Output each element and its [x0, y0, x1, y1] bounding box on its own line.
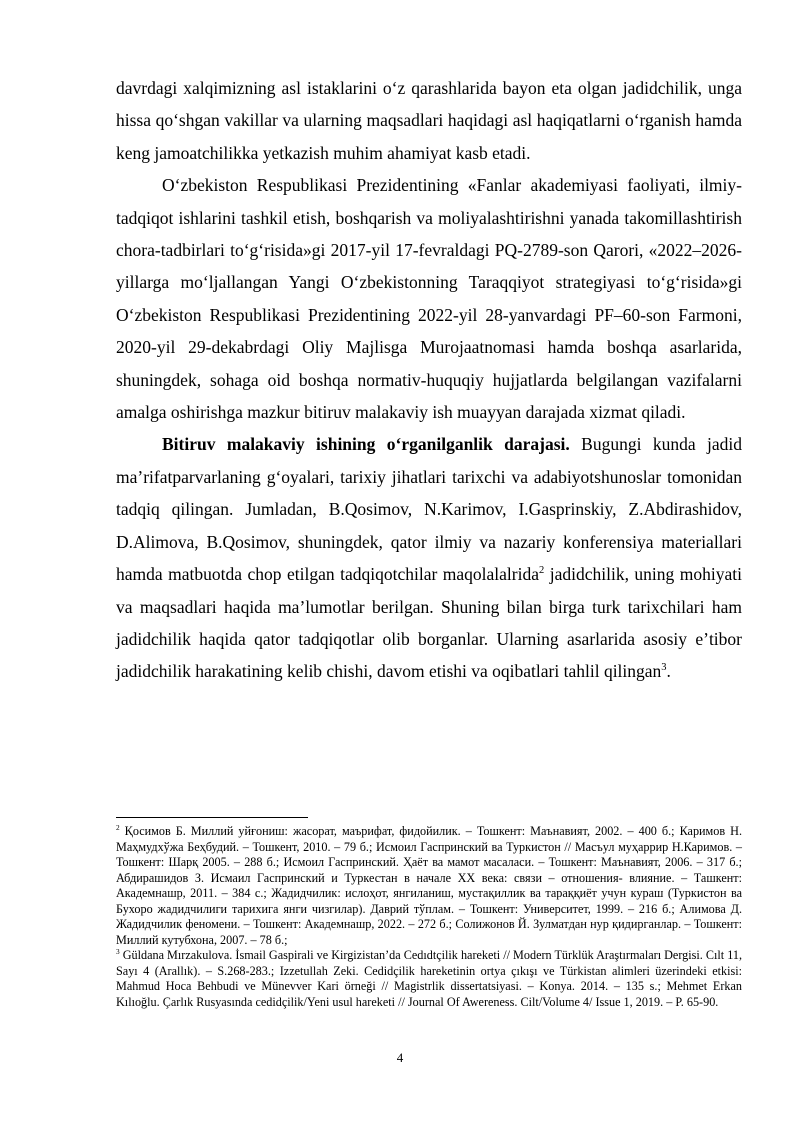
paragraph-presidential-decrees: Oʻzbekiston Respublikasi Prezidentining «Fanlar akademiyasi faoliyati, ilmiy-tadqiqot ishlarini tashkil etish, boshqarish va moliyalashtirishni yanada takomillashtirish chora-tadbirlari toʻgʻrisida»gi 2017-yil 17-fevraldagi PQ-2789-son Qarori, «2022–2026-yillarga moʻljallangan Yangi Oʻzbekistonning Taraqqiyot strategiyasi toʻgʻrisida»gi Oʻzbekiston Respublikasi Prezidentining 2022-yil 28-yanvardagi PF–60-son Farmoni, 2020-yil 29-dekabrdagi Oliy Majlisga Murojaatnomasi hamda boshqa asarlarida, shuningdek, sohaga oid boshqa normativ-huquqiy hujjatlarda belgilangan vazifalarni amalga oshirishga mazkur bitiruv malakaviy ish muayyan darajada xizmat qiladi.: [116, 175, 742, 423]
page-number: 4: [396, 1050, 404, 1065]
footnote-3: [116, 948, 742, 1010]
footnote-mark: 3: [116, 946, 120, 956]
main-text: [116, 72, 742, 688]
footnote-mark: 2: [116, 822, 120, 832]
paragraph-text: Bugungi kunda jadid maʼrifatparvarlaning gʻoyalari, tarixiy jihatlari tarixchi va adabiyotshunoslar tomonidan tadqiq qilingan. Jumladan, B.Qosimov, N.Karimov, I.Gasprinskiy, Z.Abdirashidov, D.Alimova, B.Qosimov, shuningdek, qator ilmiy va nazariy konferensiya materiallari hamda matbuotda chop etilgan tadqiqotchilar maqolalalrida: [116, 434, 742, 585]
paragraph-research-level: [116, 428, 742, 687]
footnote-text: Қосимов Б. Миллий уйғониш: жасорат, маърифат, фидойилик. – Тошкент: Маънавият, 2002. – 400 б.; Каримов Н. Маҳмудхўжа Беҳбудий. – Тошкент, 2010. – 79 б.; Исмоил Гаспринский ва Туркистон // Масъул муҳаррир Н.Каримов. – Тошкент: Шарқ 2005. – 288 б.; Исмоил Гаспринский. Ҳаёт ва мамот масаласи. – Тошкент: Маънавият, 2006. – 317 б.; Абдирашидов З. Исмаил Гаспринский и Туркестан в начале XX века: связи – отношения- влияние. – Ташкент: Академнашр, 2011. – 384 с.; Жадидчилик: ислоҳот, янгиланиш, мустақиллик ва тараққиёт учун кураш (Туркистон ва Бухоро жадидчилиги тарихига янги чизгилар). Даврий тўплам. – Тошкент: Университет, 1999. – 216 б.; Алимова Д. Жадидчилик феномени. – Тошкент: Академнашр, 2022. – 272 б.; Солижонов Й. Зулматдан нур қидирганлар. – Тошкент: Миллий кутубхона, 2007. – 78 б.;: [116, 824, 742, 947]
paragraph-text: jadidchilik, uning mohiyati va maqsadlari haqida maʼlumotlar berilgan. Shuning bilan birga turk tarixchilari ham jadidchilik haqida qator tadqiqotlar olib borganlar. Ularning asarlarida asosiy eʼtibor jadidchilik harakatining kelib chishi, davom etishi va oqibatlari tahlil qilingan: [116, 564, 742, 682]
paragraph-end: .: [666, 661, 671, 682]
footnote-text: Güldana Mırzakulova. İsmail Gaspirali ve Kirgizistan’da Cedıdtçilik hareketi // Modern Türklük Araştırmaları Dergisi. Cılt 11, Sayı 4 (Arallık). – S.268-283.; Izzetullah Zeki. Cedidçilik hareketinin ortya çıkışı ve Türkistan alimleri üzerindeki etkisi: Mahmud Hoca Behbudi ve Münevver Kari örneği // Magistrlik dissertatsiyasi. – Konya. 2014. – 135 s.; Mehmet Erkan Kılıoğlu. Çarlık Rusyasında cedidçilik/Yeni usul hareketi // Journal Of Awereness. Cilt/Volume 4/ Issue 1, 2019. – P. 65-90.: [116, 948, 742, 1009]
paragraph-continuation: davrdagi xalqimizning asl istaklarini oʻz qarashlarida bayon eta olgan jadidchilik, unga hissa qoʻshgan vakillar va ularning maqsadlari haqidagi asl haqiqatlarni oʻrganish hamda keng jamoatchilikka yetkazish muhim ahamiyat kasb etadi.: [116, 78, 742, 163]
footnotes: [116, 824, 742, 1010]
footnote-ref-3[interactable]: 3: [661, 662, 667, 674]
footnote-ref-2[interactable]: 2: [538, 565, 545, 577]
section-heading-inline: Bitiruv malakaviy ishining oʻrganilganlik darajasi.: [162, 434, 570, 455]
footnote-2: [116, 824, 742, 948]
footnote-separator: [116, 817, 308, 818]
